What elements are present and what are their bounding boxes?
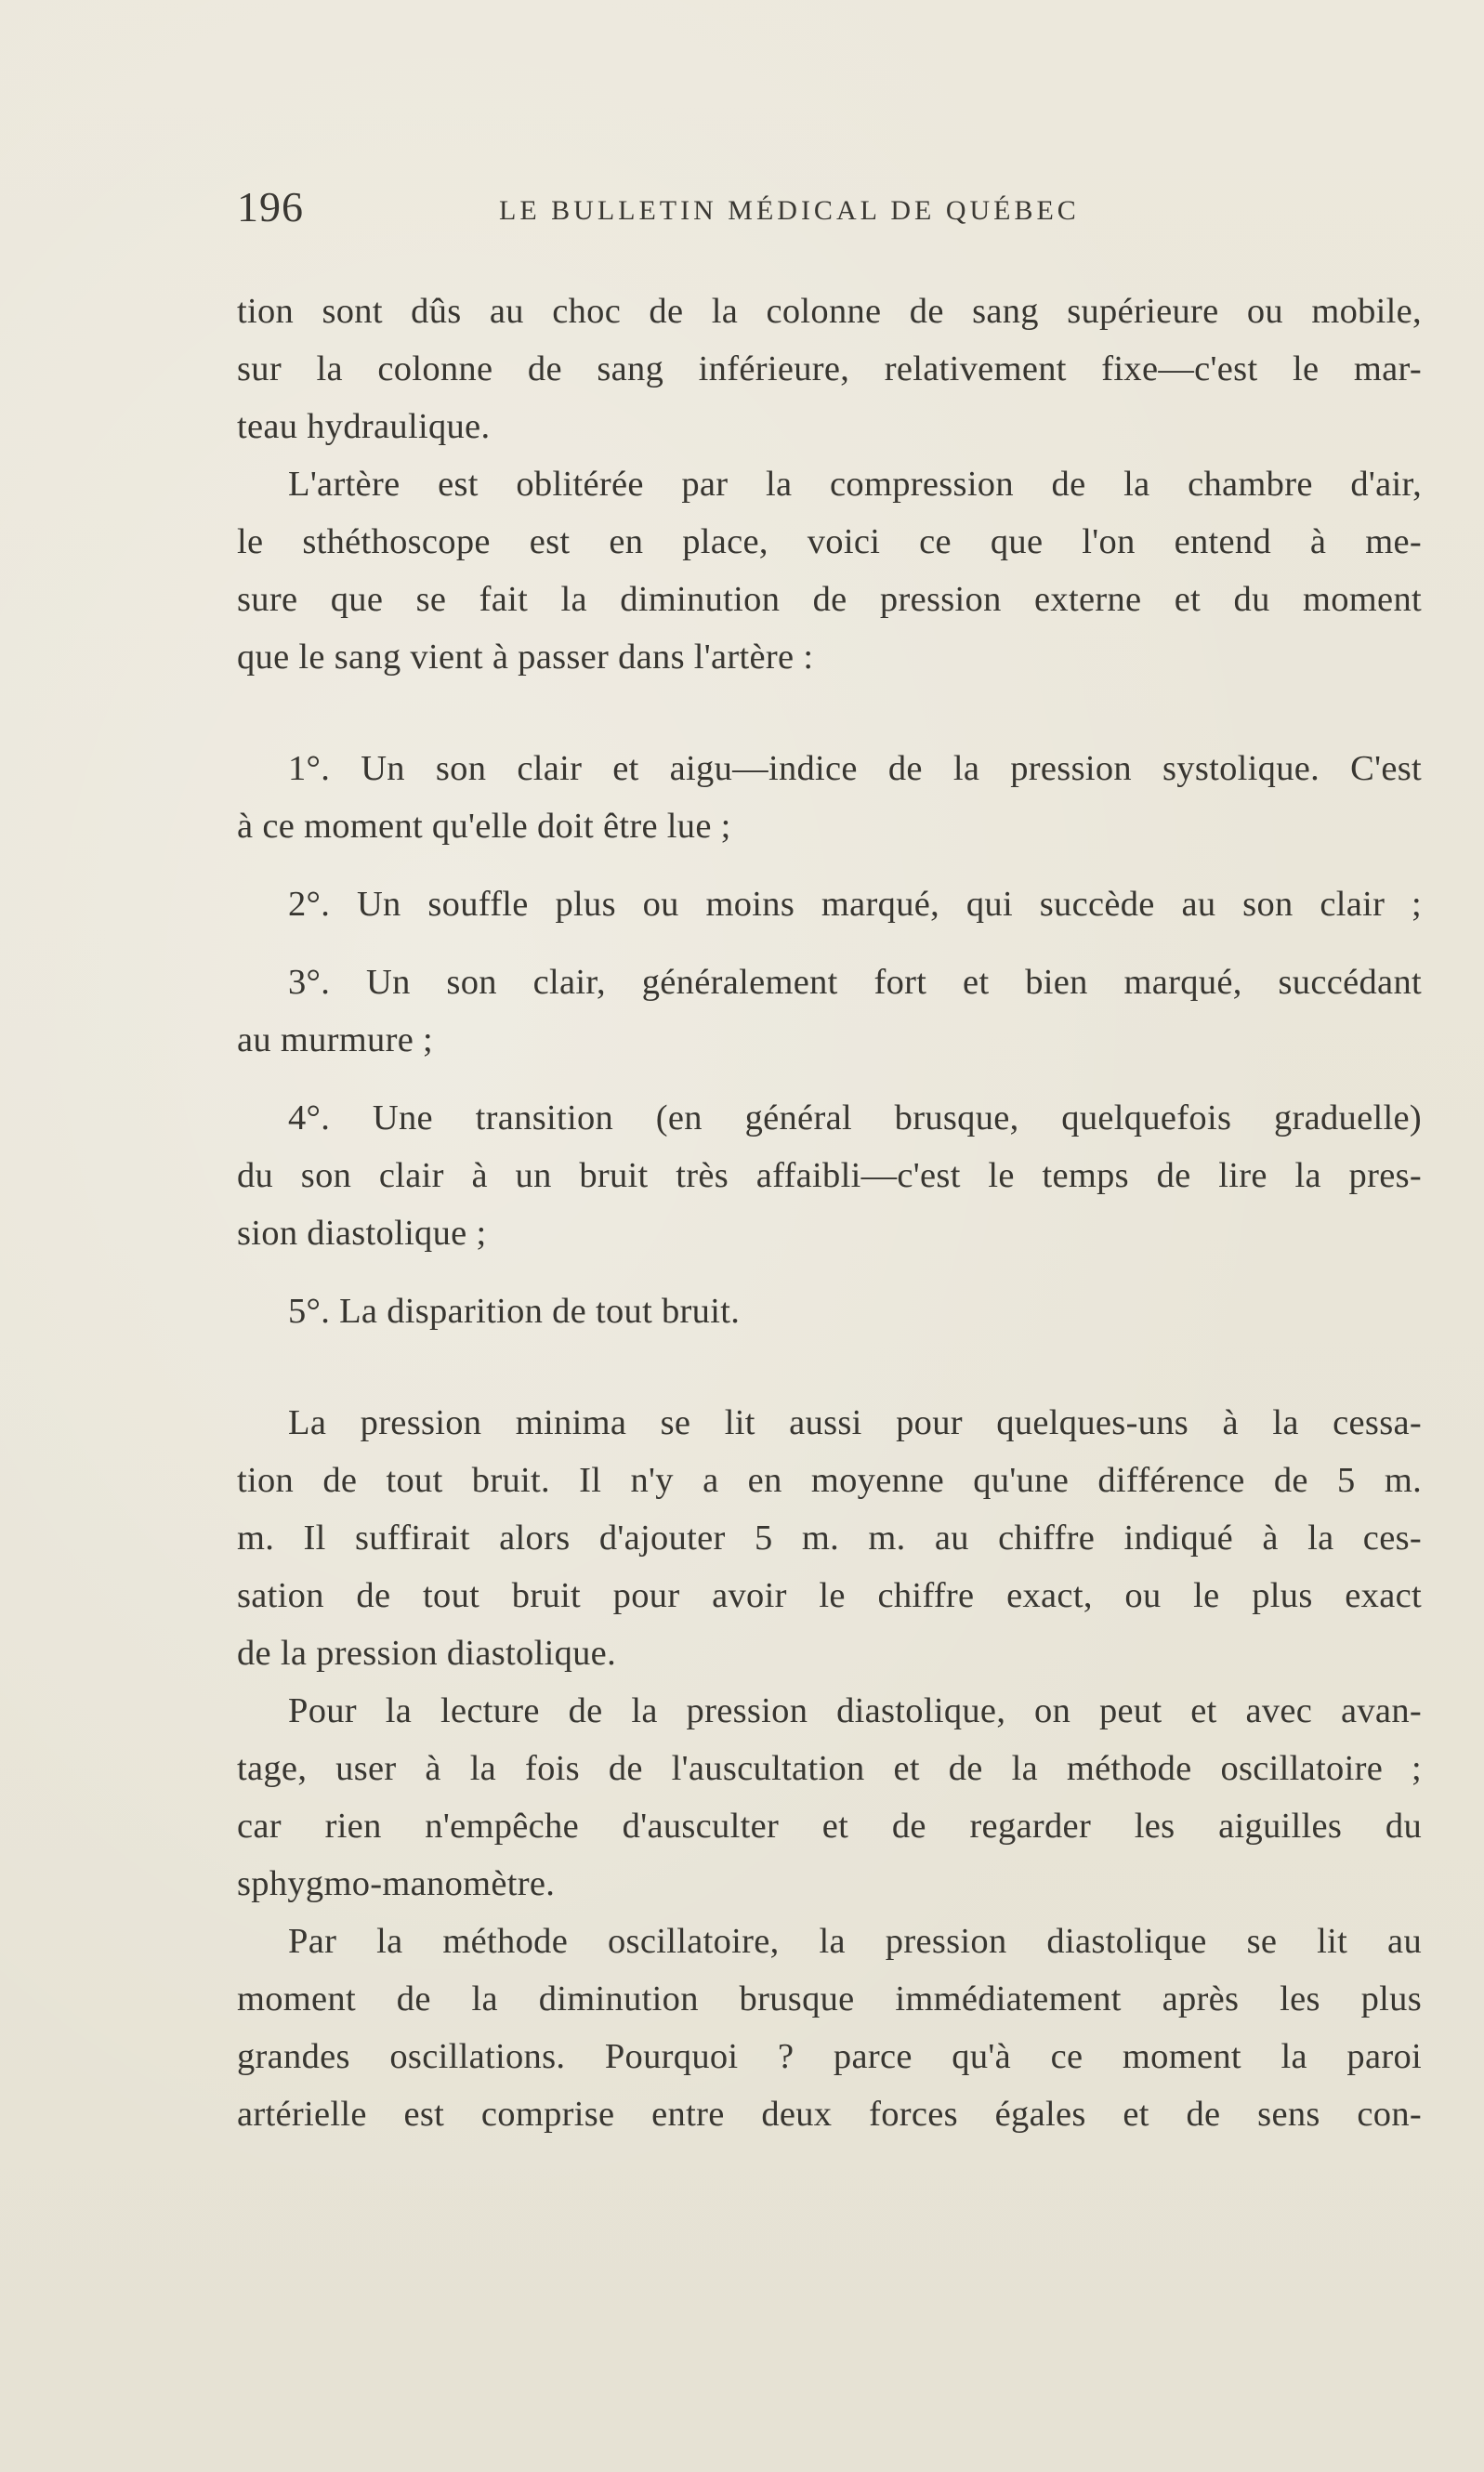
text-line: sure que se fait la diminution de pression externe et du moment — [237, 580, 1422, 619]
text-line: sion diastolique ; — [237, 1214, 487, 1253]
text-line: artérielle est comprise entre deux forces égales et de sens con- — [237, 2095, 1422, 2134]
text-line: du son clair à un bruit très affaibli—c'est le temps de lire la pres- — [237, 1156, 1422, 1195]
list-item — [237, 875, 1422, 933]
spacer — [237, 933, 1422, 953]
text-line: 1°. Un son clair et aigu—indice de la pression systolique. C'est — [288, 749, 1422, 788]
list-item — [237, 740, 1422, 855]
body-text — [237, 283, 1422, 2143]
text-line: que le sang vient à passer dans l'artère : — [237, 638, 814, 677]
text-line: le sthéthoscope est en place, voici ce que l'on entend à me- — [237, 522, 1422, 561]
paragraph — [237, 455, 1422, 686]
text-line: m. Il suffirait alors d'ajouter 5 m. m. au chiffre indiqué à la ces- — [237, 1519, 1422, 1558]
page-number: 196 — [237, 183, 304, 230]
text-line: tion de tout bruit. Il n'y a en moyenne qu'une différence de 5 m. — [237, 1461, 1422, 1500]
paragraph — [237, 1394, 1422, 1682]
text-line: tion sont dûs au choc de la colonne de sang supérieure ou mobile, — [237, 292, 1422, 331]
list-item — [237, 953, 1422, 1069]
spacer — [237, 1069, 1422, 1089]
page-header — [237, 182, 1166, 238]
text-line: grandes oscillations. Pourquoi ? parce qu'à ce moment la paroi — [237, 2037, 1422, 2076]
text-line: sation de tout bruit pour avoir le chiffre exact, ou le plus exact — [237, 1576, 1422, 1615]
running-title: LE BULLETIN MÉDICAL DE QUÉBEC — [499, 195, 1080, 226]
text-line: L'artère est oblitérée par la compression de la chambre d'air, — [288, 465, 1422, 504]
text-line: sphygmo-manomètre. — [237, 1864, 556, 1903]
paragraph — [237, 283, 1422, 455]
text-line: Pour la lecture de la pression diastolique, on peut et avec avan- — [288, 1691, 1422, 1730]
text-line: car rien n'empêche d'ausculter et de regarder les aiguilles du — [237, 1807, 1422, 1846]
text-line: 5°. La disparition de tout bruit. — [288, 1292, 741, 1331]
text-line: Par la méthode oscillatoire, la pression diastolique se lit au — [288, 1922, 1422, 1961]
text-line: 3°. Un son clair, généralement fort et bien marqué, succédant — [288, 963, 1422, 1002]
text-line: 4°. Une transition (en général brusque, quelquefois graduelle) — [288, 1098, 1422, 1137]
paragraph — [237, 1682, 1422, 1913]
text-line: 2°. Un souffle plus ou moins marqué, qui succède au son clair ; — [288, 885, 1422, 924]
text-line: teau hydraulique. — [237, 407, 491, 446]
spacer — [237, 1340, 1422, 1394]
text-line: sur la colonne de sang inférieure, relativement fixe—c'est le mar- — [237, 349, 1422, 388]
paragraph — [237, 1913, 1422, 2143]
text-line: au murmure ; — [237, 1020, 434, 1059]
list-item — [237, 1089, 1422, 1262]
text-line: à ce moment qu'elle doit être lue ; — [237, 807, 731, 846]
spacer — [237, 1262, 1422, 1282]
spacer — [237, 686, 1422, 740]
spacer — [237, 855, 1422, 875]
text-line: moment de la diminution brusque immédiatement après les plus — [237, 1979, 1422, 2018]
text-line: de la pression diastolique. — [237, 1634, 616, 1673]
list-item — [237, 1282, 1422, 1340]
text-line: La pression minima se lit aussi pour quelques-uns à la cessa- — [288, 1403, 1422, 1442]
text-line: tage, user à la fois de l'auscultation et de la méthode oscillatoire ; — [237, 1749, 1422, 1788]
